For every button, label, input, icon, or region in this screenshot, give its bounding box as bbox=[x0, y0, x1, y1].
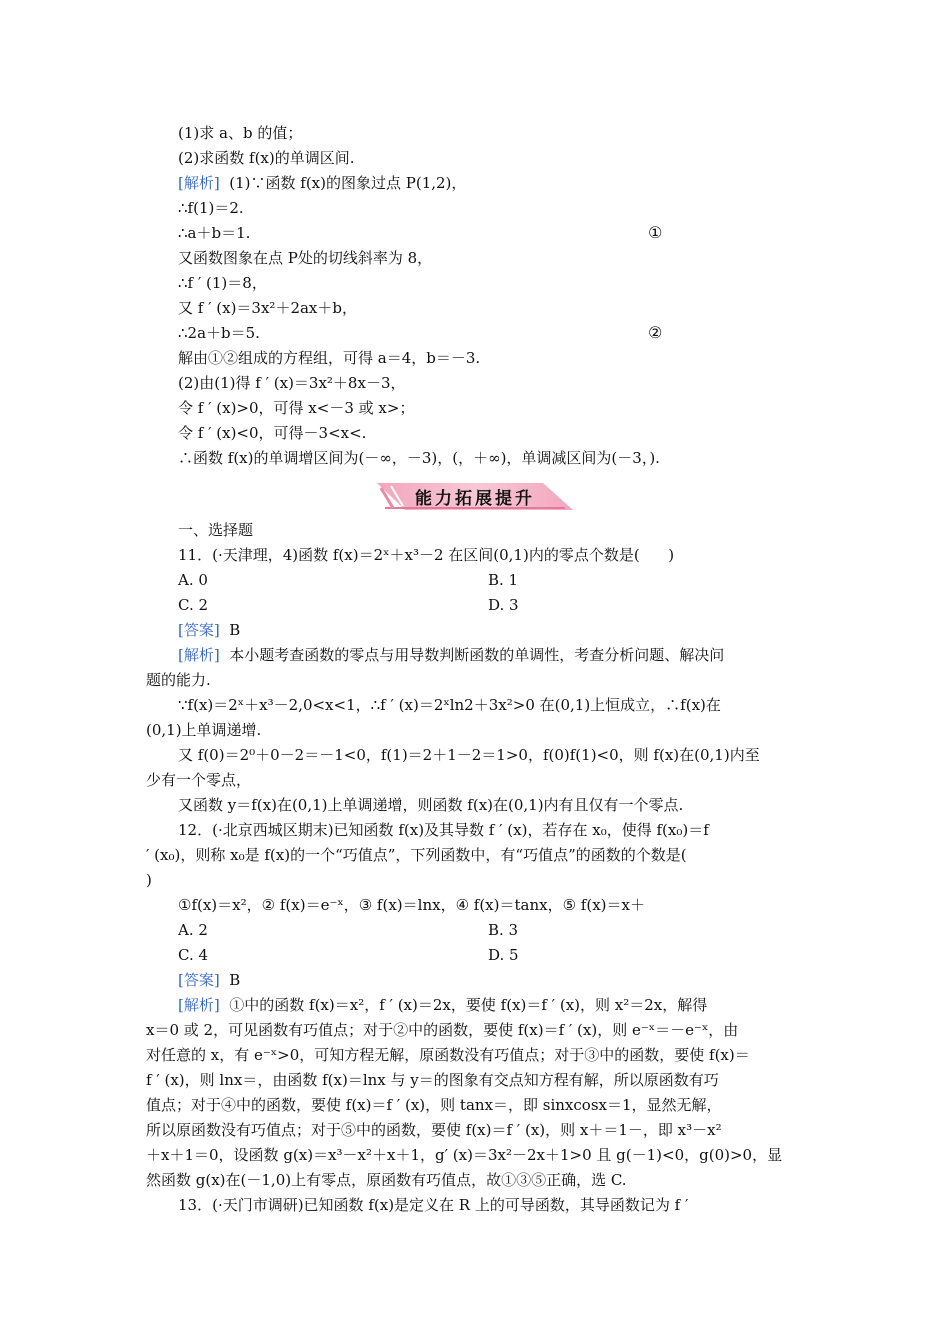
text-line: [解析] (1)∵函数 f(x)的图象过点 P(1,2)， bbox=[178, 174, 467, 192]
banner-title: 能力拓展提升 bbox=[415, 489, 535, 509]
text-line: ∵f(x)＝2ˣ＋x³－2,0<x<1，∴f ′ (x)＝2ˣln2＋3x²>0 在(0,1)上恒成立，∴f(x)在 bbox=[178, 696, 721, 714]
analysis-tag: [解析] bbox=[178, 174, 220, 192]
question-11: 11．(·天津理，4)函数 f(x)＝2ˣ＋x³－2 在区间(0,1)内的零点个数是( ) bbox=[178, 546, 675, 564]
option-a: A. 0 bbox=[178, 571, 208, 589]
option-c: C. 2 bbox=[178, 596, 209, 614]
text-line: ∴函数 f(x)的单调增区间为(－∞，－3)，(，＋∞)，单调减区间为(－3，). bbox=[178, 449, 660, 467]
text-line: (0,1)上单调递增. bbox=[146, 721, 262, 739]
text-line: 题的能力. bbox=[146, 671, 211, 689]
text-line: f ′ (x)，则 lnx＝，由函数 f(x)＝lnx 与 y＝的图象有交点知方程有解，所以原函数有巧 bbox=[146, 1071, 719, 1089]
text-line: (2)求函数 f(x)的单调区间. bbox=[178, 149, 355, 167]
text-line: ①f(x)＝x²，② f(x)＝e⁻ˣ，③ f(x)＝lnx，④ f(x)＝tanx，⑤ f(x)＝x＋ bbox=[178, 896, 645, 914]
answer-tag: [答案] bbox=[178, 621, 220, 639]
text-line: 解由①②组成的方程组，可得 a＝4，b＝－3. bbox=[178, 349, 481, 367]
text-line: ∴f(1)＝2. bbox=[178, 199, 244, 217]
text-line: 又函数图象在点 P处的切线斜率为 8， bbox=[178, 249, 433, 267]
text-line: (1)求 a、b 的值； bbox=[178, 124, 303, 142]
analysis-tag: [解析] bbox=[178, 646, 220, 664]
equation-marker-2: ② bbox=[648, 323, 663, 342]
text-line: ∴f ′ (1)＝8， bbox=[178, 274, 267, 292]
text-line: 值点；对于④中的函数，要使 f(x)＝f ′ (x)，则 tanx＝，即 sinxcosx＝1，显然无解， bbox=[146, 1096, 722, 1114]
text-line: 然函数 g(x)在(－1,0)上有零点，原函数有巧值点，故①③⑤正确，选 C. bbox=[146, 1171, 627, 1189]
option-b: B. 3 bbox=[488, 921, 519, 939]
analysis-tag: [解析] bbox=[178, 996, 220, 1014]
text-line: x＝0 或 2，可见函数有巧值点；对于②中的函数，要使 f(x)＝f ′ (x)，则 e⁻ˣ＝－e⁻ˣ，由 bbox=[146, 1021, 739, 1039]
text-line: 所以原函数没有巧值点；对于⑤中的函数，要使 f(x)＝f ′ (x)，则 x＋＝1－，即 x³－x² bbox=[146, 1121, 722, 1139]
answer-tag: [答案] bbox=[178, 971, 220, 989]
option-d: D. 5 bbox=[488, 946, 519, 964]
text-line: ′ (x₀)，则称 x₀是 f(x)的一个“巧值点”，下列函数中，有“巧值点”的函数的个数是( bbox=[146, 846, 687, 864]
text-line: 又函数 y＝f(x)在(0,1)上单调递增，则函数 f(x)在(0,1)内有且仅有一个零点. bbox=[178, 796, 684, 814]
option-c: C. 4 bbox=[178, 946, 209, 964]
text-line: ＋x＋1＝0，设函数 g(x)＝x³－x²＋x＋1，g′ (x)＝3x²－2x＋1>0 且 g(－1)<0，g(0)>0，显 bbox=[146, 1146, 783, 1164]
option-a: A. 2 bbox=[178, 921, 208, 939]
text-line: [解析] ①中的函数 f(x)＝x²，f ′ (x)＝2x，要使 f(x)＝f ′ (x)，则 x²＝2x，解得 bbox=[178, 996, 708, 1014]
text-line: 对任意的 x，有 e⁻ˣ>0，可知方程无解，原函数没有巧值点；对于③中的函数，要使 f(x)＝ bbox=[146, 1046, 750, 1064]
question-12: 12．(·北京西城区期末)已知函数 f(x)及其导数 f ′ (x)，若存在 x₀，使得 f(x₀)＝f bbox=[178, 821, 709, 839]
text-line: ) bbox=[146, 871, 152, 889]
section-heading: 一、选择题 bbox=[178, 521, 254, 539]
text-line: 又 f(0)＝2⁰＋0－2＝－1<0，f(1)＝2＋1－2＝1>0，f(0)f(1)<0，则 f(x)在(0,1)内至 bbox=[178, 746, 760, 764]
answer-line: [答案] B bbox=[178, 971, 241, 989]
question-13: 13．(·天门市调研)已知函数 f(x)是定义在 R 上的可导函数，其导函数记为 f ′ bbox=[178, 1196, 689, 1214]
section-banner bbox=[375, 480, 575, 512]
text-line: 少有一个零点， bbox=[146, 771, 252, 789]
text-line: 又 f ′ (x)＝3x²＋2ax＋b， bbox=[178, 299, 357, 317]
text-line: (2)由(1)得 f ′ (x)＝3x²＋8x－3， bbox=[178, 374, 406, 392]
equation-marker-1: ① bbox=[648, 223, 663, 242]
text-line: ∴a＋b＝1. bbox=[178, 224, 251, 242]
answer-line: [答案] B bbox=[178, 621, 241, 639]
text-line: ∴2a＋b＝5. bbox=[178, 324, 260, 342]
option-b: B. 1 bbox=[488, 571, 519, 589]
option-d: D. 3 bbox=[488, 596, 519, 614]
text-line: [解析] 本小题考查函数的零点与用导数判断函数的单调性，考查分析问题、解决问 bbox=[178, 646, 725, 664]
text-line: 令 f ′ (x)>0，可得 x<－3 或 x>； bbox=[178, 399, 415, 417]
text-line: 令 f ′ (x)<0，可得－3<x<. bbox=[178, 424, 367, 442]
